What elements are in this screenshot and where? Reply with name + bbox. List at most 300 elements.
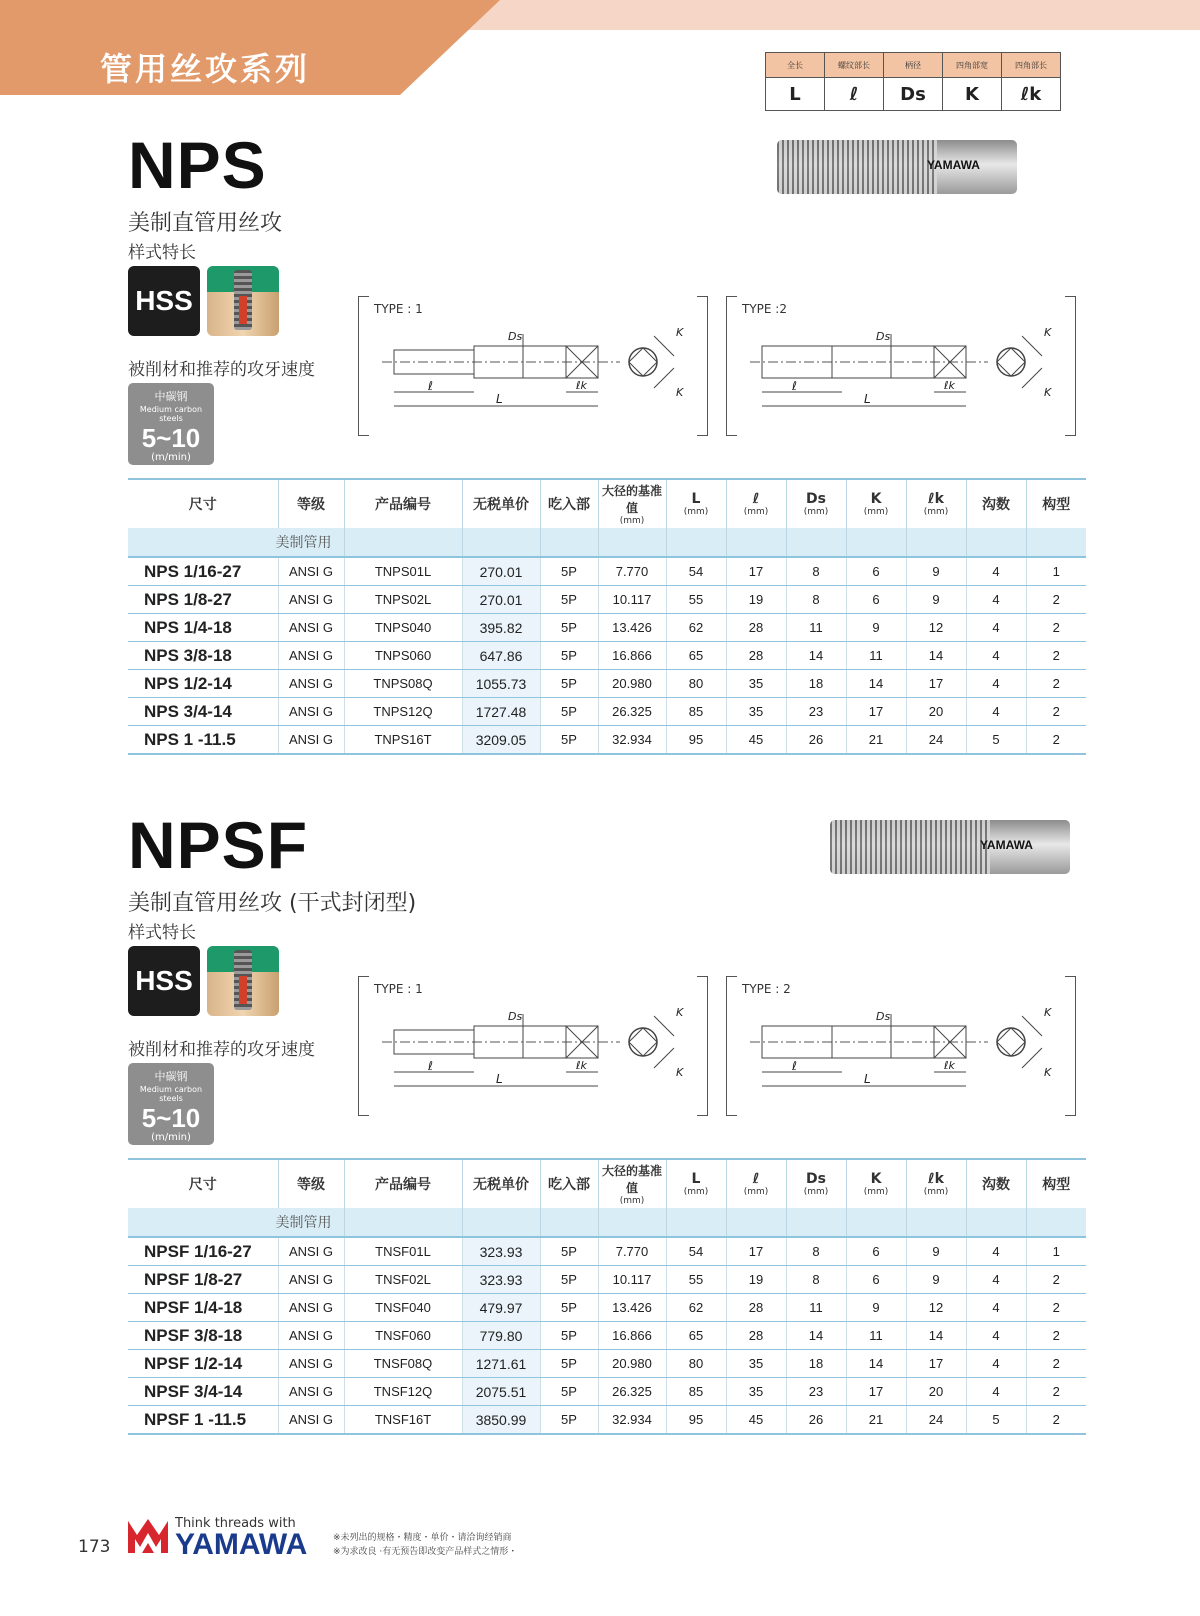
cell-chamfer: 5P bbox=[540, 1406, 598, 1435]
cell-Ds: 11 bbox=[786, 614, 846, 642]
cell-K: 9 bbox=[846, 1294, 906, 1322]
cell-K: 9 bbox=[846, 614, 906, 642]
cell-size: NPSF 1/4-18 bbox=[128, 1294, 278, 1322]
cell-chamfer: 5P bbox=[540, 1237, 598, 1266]
cell-lk: 12 bbox=[906, 1294, 966, 1322]
lk-label: ℓk bbox=[944, 379, 955, 392]
table-row bbox=[128, 1294, 1086, 1322]
speed-heading: 被削材和推荐的攻牙速度 bbox=[128, 1040, 315, 1060]
hss-badge: HSS bbox=[128, 266, 200, 336]
cell-Ds: 8 bbox=[786, 1237, 846, 1266]
cell-lk: 17 bbox=[906, 670, 966, 698]
cell-base: 20.980 bbox=[598, 670, 666, 698]
cell-base: 10.117 bbox=[598, 586, 666, 614]
cell-l: 35 bbox=[726, 698, 786, 726]
cell-price: 1055.73 bbox=[462, 670, 540, 698]
legend-symbol: Ds bbox=[884, 78, 943, 111]
l-label: ℓ bbox=[428, 379, 433, 393]
speed-material: 中碳钢 bbox=[154, 390, 188, 403]
footer-note: ※为求改良 ·有无预告即改变产品样式之情形・ bbox=[333, 1547, 518, 1557]
legend-label: 四角部长 bbox=[1002, 53, 1061, 78]
cell-K: 6 bbox=[846, 1266, 906, 1294]
header-price: 无税单价 bbox=[462, 479, 540, 528]
cell-flutes: 5 bbox=[966, 726, 1026, 755]
table-row bbox=[128, 642, 1086, 670]
legend-symbol: ℓ bbox=[825, 78, 884, 111]
k-label: K bbox=[1044, 326, 1052, 339]
legend-label: 柄径 bbox=[884, 53, 943, 78]
cell-Ds: 26 bbox=[786, 726, 846, 755]
dimension-legend bbox=[765, 52, 1061, 111]
type2-label: TYPE : 2 bbox=[742, 982, 791, 996]
header-chamfer: 吃入部 bbox=[540, 1159, 598, 1208]
cell-l: 28 bbox=[726, 1322, 786, 1350]
cell-flutes: 4 bbox=[966, 1266, 1026, 1294]
cell-Ds: 8 bbox=[786, 557, 846, 586]
table-row bbox=[128, 614, 1086, 642]
cell-type: 2 bbox=[1026, 642, 1086, 670]
cell-size: NPSF 1/16-27 bbox=[128, 1237, 278, 1266]
cell-type: 2 bbox=[1026, 1406, 1086, 1435]
cell-grade: ANSI G bbox=[278, 698, 344, 726]
header-l: ℓ (mm) bbox=[726, 479, 786, 528]
legend-symbol: K bbox=[943, 78, 1002, 111]
ds-label: Ds bbox=[508, 330, 523, 343]
cell-size: NPSF 3/4-14 bbox=[128, 1378, 278, 1406]
cell-L: 62 bbox=[666, 614, 726, 642]
cell-Ds: 14 bbox=[786, 642, 846, 670]
cell-L: 55 bbox=[666, 1266, 726, 1294]
cell-size: NPS 1/2-14 bbox=[128, 670, 278, 698]
cell-Ds: 8 bbox=[786, 586, 846, 614]
cell-base: 16.866 bbox=[598, 1322, 666, 1350]
cell-L: 62 bbox=[666, 1294, 726, 1322]
style-label: 样式特长 bbox=[128, 243, 196, 263]
header-lk: ℓk (mm) bbox=[906, 479, 966, 528]
series-subtitle: 美制直管用丝攻 (干式封闭型) bbox=[128, 891, 417, 916]
cell-l: 17 bbox=[726, 1237, 786, 1266]
cell-size: NPS 3/8-18 bbox=[128, 642, 278, 670]
cell-K: 6 bbox=[846, 586, 906, 614]
cell-grade: ANSI G bbox=[278, 1406, 344, 1435]
cell-L: 80 bbox=[666, 670, 726, 698]
cell-l: 19 bbox=[726, 1266, 786, 1294]
table-header bbox=[128, 1159, 1086, 1208]
cell-K: 21 bbox=[846, 726, 906, 755]
cell-K: 14 bbox=[846, 670, 906, 698]
series-subtitle: 美制直管用丝攻 bbox=[128, 211, 283, 236]
speed-unit: (m/min) bbox=[151, 1132, 191, 1143]
k-label: K bbox=[676, 386, 684, 399]
cell-lk: 9 bbox=[906, 1266, 966, 1294]
header-Ds: Ds (mm) bbox=[786, 479, 846, 528]
cell-size: NPS 1/4-18 bbox=[128, 614, 278, 642]
lk-label: ℓk bbox=[576, 379, 587, 392]
cell-L: 95 bbox=[666, 1406, 726, 1435]
cell-code: TNPS040 bbox=[344, 614, 462, 642]
cell-Ds: 23 bbox=[786, 698, 846, 726]
cell-flutes: 4 bbox=[966, 1350, 1026, 1378]
cell-code: TNPS02L bbox=[344, 586, 462, 614]
cell-grade: ANSI G bbox=[278, 1237, 344, 1266]
legend-label: 四角部宽 bbox=[943, 53, 1002, 78]
cell-code: TNPS12Q bbox=[344, 698, 462, 726]
footer-brand: YAMAWA bbox=[175, 1528, 308, 1561]
big-l-label: L bbox=[496, 392, 503, 406]
tap-brand: YAMAWA bbox=[980, 838, 1033, 852]
cell-base: 7.770 bbox=[598, 1237, 666, 1266]
cell-Ds: 18 bbox=[786, 1350, 846, 1378]
cell-size: NPSF 1/8-27 bbox=[128, 1266, 278, 1294]
big-l-label: L bbox=[496, 1072, 503, 1086]
cell-K: 11 bbox=[846, 642, 906, 670]
type1-label: TYPE : 1 bbox=[374, 302, 423, 316]
cell-type: 1 bbox=[1026, 1237, 1086, 1266]
cell-base: 26.325 bbox=[598, 1378, 666, 1406]
cell-flutes: 4 bbox=[966, 698, 1026, 726]
cell-lk: 9 bbox=[906, 586, 966, 614]
type1-diagram bbox=[358, 296, 708, 434]
category-row bbox=[128, 1208, 1086, 1237]
header-type: 构型 bbox=[1026, 479, 1086, 528]
cell-price: 3850.99 bbox=[462, 1406, 540, 1435]
cell-price: 779.80 bbox=[462, 1322, 540, 1350]
cell-type: 2 bbox=[1026, 698, 1086, 726]
speed-value: 5~10 bbox=[141, 1103, 201, 1133]
k-label: K bbox=[676, 326, 684, 339]
ds-label: Ds bbox=[508, 1010, 523, 1023]
cell-chamfer: 5P bbox=[540, 1266, 598, 1294]
cell-Ds: 14 bbox=[786, 1322, 846, 1350]
cell-price: 479.97 bbox=[462, 1294, 540, 1322]
l-label: ℓ bbox=[792, 379, 797, 393]
cell-type: 1 bbox=[1026, 557, 1086, 586]
cell-price: 323.93 bbox=[462, 1237, 540, 1266]
cell-price: 1271.61 bbox=[462, 1350, 540, 1378]
table-row bbox=[128, 670, 1086, 698]
cell-type: 2 bbox=[1026, 726, 1086, 755]
header-grade: 等级 bbox=[278, 479, 344, 528]
type1-diagram bbox=[358, 976, 708, 1114]
cell-Ds: 11 bbox=[786, 1294, 846, 1322]
header-L: L (mm) bbox=[666, 479, 726, 528]
header-base: 大径的基准值 (mm) bbox=[598, 1159, 666, 1208]
cell-l: 45 bbox=[726, 1406, 786, 1435]
cell-Ds: 23 bbox=[786, 1378, 846, 1406]
cell-L: 80 bbox=[666, 1350, 726, 1378]
speed-value: 5~10 bbox=[141, 423, 201, 453]
cell-grade: ANSI G bbox=[278, 1294, 344, 1322]
k-label: K bbox=[676, 1006, 684, 1019]
cell-l: 17 bbox=[726, 557, 786, 586]
cell-code: TNSF08Q bbox=[344, 1350, 462, 1378]
cell-size: NPSF 1/2-14 bbox=[128, 1350, 278, 1378]
cell-price: 270.01 bbox=[462, 586, 540, 614]
k-label: K bbox=[676, 1066, 684, 1079]
category-label: 美制管用 bbox=[128, 528, 344, 557]
cell-flutes: 5 bbox=[966, 1406, 1026, 1435]
cell-flutes: 4 bbox=[966, 1322, 1026, 1350]
speed-unit: (m/min) bbox=[151, 452, 191, 463]
cell-code: TNPS060 bbox=[344, 642, 462, 670]
cell-grade: ANSI G bbox=[278, 670, 344, 698]
cell-lk: 9 bbox=[906, 1237, 966, 1266]
cell-type: 2 bbox=[1026, 1322, 1086, 1350]
cell-flutes: 4 bbox=[966, 1237, 1026, 1266]
l-label: ℓ bbox=[428, 1059, 433, 1073]
cell-type: 2 bbox=[1026, 614, 1086, 642]
coating-icon bbox=[207, 946, 279, 1016]
cell-chamfer: 5P bbox=[540, 1350, 598, 1378]
header-L: L (mm) bbox=[666, 1159, 726, 1208]
cell-flutes: 4 bbox=[966, 586, 1026, 614]
spec-table bbox=[128, 1158, 1086, 1435]
cell-type: 2 bbox=[1026, 1350, 1086, 1378]
header-chamfer: 吃入部 bbox=[540, 479, 598, 528]
header-K: K (mm) bbox=[846, 1159, 906, 1208]
speed-heading: 被削材和推荐的攻牙速度 bbox=[128, 360, 315, 380]
speed-material: 中碳钢 bbox=[154, 1070, 188, 1083]
cell-lk: 20 bbox=[906, 698, 966, 726]
header-code: 产品编号 bbox=[344, 479, 462, 528]
cell-grade: ANSI G bbox=[278, 642, 344, 670]
cell-K: 6 bbox=[846, 1237, 906, 1266]
legend-symbol: ℓk bbox=[1002, 78, 1061, 111]
header-flutes: 沟数 bbox=[966, 1159, 1026, 1208]
table-row bbox=[128, 586, 1086, 614]
header-l: ℓ (mm) bbox=[726, 1159, 786, 1208]
cell-price: 3209.05 bbox=[462, 726, 540, 755]
cell-base: 16.866 bbox=[598, 642, 666, 670]
cell-lk: 9 bbox=[906, 557, 966, 586]
cell-l: 19 bbox=[726, 586, 786, 614]
cell-K: 17 bbox=[846, 1378, 906, 1406]
cell-K: 11 bbox=[846, 1322, 906, 1350]
cell-lk: 24 bbox=[906, 1406, 966, 1435]
table-row bbox=[128, 698, 1086, 726]
type2-diagram bbox=[726, 976, 1076, 1114]
series-name: NPS bbox=[128, 128, 267, 202]
cell-type: 2 bbox=[1026, 586, 1086, 614]
cell-base: 20.980 bbox=[598, 1350, 666, 1378]
cell-Ds: 26 bbox=[786, 1406, 846, 1435]
cell-L: 55 bbox=[666, 586, 726, 614]
footer-tagline: Think threads with bbox=[175, 1516, 296, 1531]
cell-L: 54 bbox=[666, 1237, 726, 1266]
cell-base: 13.426 bbox=[598, 1294, 666, 1322]
cell-chamfer: 5P bbox=[540, 1294, 598, 1322]
cell-size: NPSF 1 -11.5 bbox=[128, 1406, 278, 1435]
tap-photo bbox=[830, 820, 1070, 874]
header-base: 大径的基准值 (mm) bbox=[598, 479, 666, 528]
ds-label: Ds bbox=[876, 330, 891, 343]
cell-L: 95 bbox=[666, 726, 726, 755]
category-row bbox=[128, 528, 1086, 557]
cell-grade: ANSI G bbox=[278, 726, 344, 755]
cell-L: 85 bbox=[666, 698, 726, 726]
table-row bbox=[128, 1350, 1086, 1378]
cell-flutes: 4 bbox=[966, 1294, 1026, 1322]
cell-Ds: 8 bbox=[786, 1266, 846, 1294]
cell-base: 13.426 bbox=[598, 614, 666, 642]
category-label: 美制管用 bbox=[128, 1208, 344, 1237]
cell-chamfer: 5P bbox=[540, 726, 598, 755]
big-l-label: L bbox=[864, 392, 871, 406]
speed-box bbox=[128, 1063, 214, 1145]
cell-L: 54 bbox=[666, 557, 726, 586]
big-l-label: L bbox=[864, 1072, 871, 1086]
cell-base: 7.770 bbox=[598, 557, 666, 586]
cell-grade: ANSI G bbox=[278, 586, 344, 614]
header-grade: 等级 bbox=[278, 1159, 344, 1208]
cell-l: 35 bbox=[726, 1350, 786, 1378]
cell-lk: 14 bbox=[906, 642, 966, 670]
speed-material-en: Medium carbon steels bbox=[139, 1085, 203, 1103]
header-lk: ℓk (mm) bbox=[906, 1159, 966, 1208]
cell-size: NPS 1/16-27 bbox=[128, 557, 278, 586]
cell-chamfer: 5P bbox=[540, 614, 598, 642]
lk-label: ℓk bbox=[944, 1059, 955, 1072]
table-row bbox=[128, 557, 1086, 586]
cell-lk: 20 bbox=[906, 1378, 966, 1406]
cell-L: 85 bbox=[666, 1378, 726, 1406]
cell-chamfer: 5P bbox=[540, 642, 598, 670]
coating-icon bbox=[207, 266, 279, 336]
cell-lk: 14 bbox=[906, 1322, 966, 1350]
cell-grade: ANSI G bbox=[278, 1266, 344, 1294]
table-row bbox=[128, 1237, 1086, 1266]
cell-chamfer: 5P bbox=[540, 698, 598, 726]
hss-badge: HSS bbox=[128, 946, 200, 1016]
header-price: 无税单价 bbox=[462, 1159, 540, 1208]
speed-material-en: Medium carbon steels bbox=[139, 405, 203, 423]
header-code: 产品编号 bbox=[344, 1159, 462, 1208]
cell-size: NPS 1 -11.5 bbox=[128, 726, 278, 755]
spec-table bbox=[128, 478, 1086, 755]
cell-price: 270.01 bbox=[462, 557, 540, 586]
cell-code: TNSF040 bbox=[344, 1294, 462, 1322]
cell-price: 395.82 bbox=[462, 614, 540, 642]
page-number: 173 bbox=[78, 1537, 111, 1557]
cell-code: TNSF02L bbox=[344, 1266, 462, 1294]
cell-grade: ANSI G bbox=[278, 1350, 344, 1378]
table-header bbox=[128, 479, 1086, 528]
cell-lk: 24 bbox=[906, 726, 966, 755]
cell-code: TNSF16T bbox=[344, 1406, 462, 1435]
table-row bbox=[128, 1406, 1086, 1435]
cell-chamfer: 5P bbox=[540, 670, 598, 698]
lk-label: ℓk bbox=[576, 1059, 587, 1072]
cell-size: NPSF 3/8-18 bbox=[128, 1322, 278, 1350]
cell-chamfer: 5P bbox=[540, 557, 598, 586]
cell-code: TNPS08Q bbox=[344, 670, 462, 698]
header-size: 尺寸 bbox=[128, 1159, 278, 1208]
k-label: K bbox=[1044, 1066, 1052, 1079]
header-Ds: Ds (mm) bbox=[786, 1159, 846, 1208]
type1-label: TYPE : 1 bbox=[374, 982, 423, 996]
cell-chamfer: 5P bbox=[540, 586, 598, 614]
cell-lk: 12 bbox=[906, 614, 966, 642]
header-type: 构型 bbox=[1026, 1159, 1086, 1208]
table-row bbox=[128, 1378, 1086, 1406]
cell-price: 2075.51 bbox=[462, 1378, 540, 1406]
header-flutes: 沟数 bbox=[966, 479, 1026, 528]
cell-size: NPS 3/4-14 bbox=[128, 698, 278, 726]
cell-flutes: 4 bbox=[966, 642, 1026, 670]
series-title: 管用丝攻系列 bbox=[100, 50, 311, 88]
legend-symbol: L bbox=[766, 78, 825, 111]
cell-grade: ANSI G bbox=[278, 614, 344, 642]
legend-label: 螺纹部长 bbox=[825, 53, 884, 78]
cell-base: 10.117 bbox=[598, 1266, 666, 1294]
tap-brand: YAMAWA bbox=[927, 158, 980, 172]
cell-K: 14 bbox=[846, 1350, 906, 1378]
cell-K: 17 bbox=[846, 698, 906, 726]
cell-type: 2 bbox=[1026, 670, 1086, 698]
k-label: K bbox=[1044, 1006, 1052, 1019]
cell-grade: ANSI G bbox=[278, 1378, 344, 1406]
table-row bbox=[128, 726, 1086, 755]
yamawa-logo-icon bbox=[126, 1515, 170, 1555]
cell-l: 28 bbox=[726, 642, 786, 670]
table-row bbox=[128, 1266, 1086, 1294]
cell-code: TNSF01L bbox=[344, 1237, 462, 1266]
cell-type: 2 bbox=[1026, 1294, 1086, 1322]
cell-Ds: 18 bbox=[786, 670, 846, 698]
tap-photo bbox=[777, 140, 1017, 194]
cell-L: 65 bbox=[666, 1322, 726, 1350]
header-size: 尺寸 bbox=[128, 479, 278, 528]
cell-flutes: 4 bbox=[966, 614, 1026, 642]
cell-code: TNPS16T bbox=[344, 726, 462, 755]
cell-chamfer: 5P bbox=[540, 1322, 598, 1350]
cell-type: 2 bbox=[1026, 1266, 1086, 1294]
cell-l: 45 bbox=[726, 726, 786, 755]
cell-K: 21 bbox=[846, 1406, 906, 1435]
cell-flutes: 4 bbox=[966, 1378, 1026, 1406]
series-name: NPSF bbox=[128, 808, 309, 882]
cell-code: TNPS01L bbox=[344, 557, 462, 586]
cell-price: 647.86 bbox=[462, 642, 540, 670]
cell-size: NPS 1/8-27 bbox=[128, 586, 278, 614]
cell-type: 2 bbox=[1026, 1378, 1086, 1406]
legend-label: 全长 bbox=[766, 53, 825, 78]
cell-flutes: 4 bbox=[966, 557, 1026, 586]
type2-diagram bbox=[726, 296, 1076, 434]
cell-l: 28 bbox=[726, 614, 786, 642]
cell-base: 32.934 bbox=[598, 1406, 666, 1435]
cell-price: 323.93 bbox=[462, 1266, 540, 1294]
cell-chamfer: 5P bbox=[540, 1378, 598, 1406]
speed-box bbox=[128, 383, 214, 465]
cell-base: 32.934 bbox=[598, 726, 666, 755]
ds-label: Ds bbox=[876, 1010, 891, 1023]
cell-base: 26.325 bbox=[598, 698, 666, 726]
cell-l: 35 bbox=[726, 1378, 786, 1406]
table-row bbox=[128, 1322, 1086, 1350]
l-label: ℓ bbox=[792, 1059, 797, 1073]
type2-label: TYPE :2 bbox=[742, 302, 787, 316]
header-K: K (mm) bbox=[846, 479, 906, 528]
footer-note: ※未列出的规格・精度・单价・请洽询经销商 bbox=[333, 1533, 512, 1543]
cell-code: TNSF060 bbox=[344, 1322, 462, 1350]
cell-flutes: 4 bbox=[966, 670, 1026, 698]
cell-grade: ANSI G bbox=[278, 1322, 344, 1350]
cell-l: 28 bbox=[726, 1294, 786, 1322]
style-label: 样式特长 bbox=[128, 923, 196, 943]
cell-grade: ANSI G bbox=[278, 557, 344, 586]
cell-l: 35 bbox=[726, 670, 786, 698]
